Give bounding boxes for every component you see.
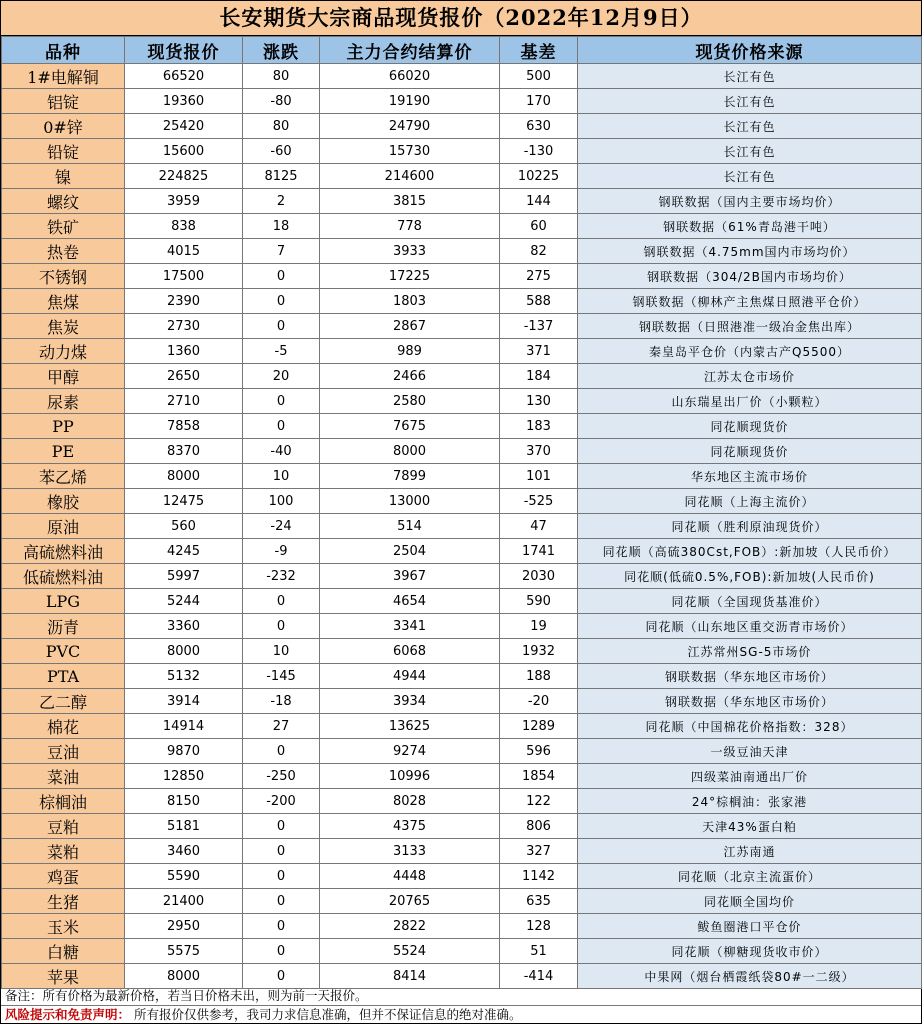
cell-basis: 1142 xyxy=(500,864,578,889)
cell-spot-price: 14914 xyxy=(125,714,243,739)
table-row xyxy=(2,689,922,714)
cell-change: 0 xyxy=(243,939,320,964)
cell-price-source: 中果网（烟台栖霞纸袋80#一二级） xyxy=(578,964,922,989)
cell-change: 0 xyxy=(243,589,320,614)
table-row xyxy=(2,239,922,264)
cell-spot-price: 5590 xyxy=(125,864,243,889)
cell-change: 0 xyxy=(243,814,320,839)
cell-basis: 82 xyxy=(500,239,578,264)
cell-settlement-price: 6068 xyxy=(320,639,500,664)
cell-change: -232 xyxy=(243,564,320,589)
cell-change: 0 xyxy=(243,889,320,914)
cell-price-source: 长江有色 xyxy=(578,164,922,189)
sheet-title: 长安期货大宗商品现货报价（2022年12月9日） xyxy=(1,1,921,36)
cell-spot-price: 17500 xyxy=(125,264,243,289)
cell-basis: 144 xyxy=(500,189,578,214)
cell-price-source: 四级菜油南通出厂价 xyxy=(578,764,922,789)
cell-price-source: 钢联数据（柳林产主焦煤日照港平仓价） xyxy=(578,289,922,314)
table-row xyxy=(2,539,922,564)
cell-price-source: 同花顺（上海主流价） xyxy=(578,489,922,514)
cell-price-source: 钢联数据（61%青岛港干吨） xyxy=(578,214,922,239)
cell-spot-price: 1360 xyxy=(125,339,243,364)
cell-commodity: 乙二醇 xyxy=(2,689,125,714)
cell-settlement-price: 4944 xyxy=(320,664,500,689)
cell-price-source: 同花顺（全国现货基准价） xyxy=(578,589,922,614)
cell-change: 80 xyxy=(243,64,320,89)
cell-spot-price: 4245 xyxy=(125,539,243,564)
price-table xyxy=(1,36,922,989)
cell-change: 0 xyxy=(243,414,320,439)
table-row xyxy=(2,139,922,164)
table-row xyxy=(2,739,922,764)
cell-commodity: 高硫燃料油 xyxy=(2,539,125,564)
cell-basis: 588 xyxy=(500,289,578,314)
cell-spot-price: 19360 xyxy=(125,89,243,114)
cell-spot-price: 8000 xyxy=(125,964,243,989)
cell-basis: 1932 xyxy=(500,639,578,664)
cell-commodity: 铅锭 xyxy=(2,139,125,164)
cell-commodity: 玉米 xyxy=(2,914,125,939)
cell-spot-price: 3959 xyxy=(125,189,243,214)
cell-change: -5 xyxy=(243,339,320,364)
cell-change: 7 xyxy=(243,239,320,264)
cell-spot-price: 8150 xyxy=(125,789,243,814)
cell-commodity: 低硫燃料油 xyxy=(2,564,125,589)
cell-spot-price: 2390 xyxy=(125,289,243,314)
cell-spot-price: 21400 xyxy=(125,889,243,914)
cell-basis: 635 xyxy=(500,889,578,914)
table-row xyxy=(2,714,922,739)
cell-spot-price: 2650 xyxy=(125,364,243,389)
cell-commodity: 豆油 xyxy=(2,739,125,764)
table-row xyxy=(2,814,922,839)
cell-spot-price: 15600 xyxy=(125,139,243,164)
cell-price-source: 同花顺（北京主流蛋价） xyxy=(578,864,922,889)
cell-change: 0 xyxy=(243,389,320,414)
cell-commodity: 镍 xyxy=(2,164,125,189)
table-row xyxy=(2,514,922,539)
cell-basis: -525 xyxy=(500,489,578,514)
cell-price-source: 钢联数据（华东地区市场价） xyxy=(578,689,922,714)
table-row xyxy=(2,264,922,289)
cell-commodity: 棕榈油 xyxy=(2,789,125,814)
table-row xyxy=(2,314,922,339)
cell-price-source: 长江有色 xyxy=(578,89,922,114)
cell-settlement-price: 15730 xyxy=(320,139,500,164)
cell-settlement-price: 8414 xyxy=(320,964,500,989)
cell-commodity: 苯乙烯 xyxy=(2,464,125,489)
cell-change: 100 xyxy=(243,489,320,514)
cell-spot-price: 12850 xyxy=(125,764,243,789)
cell-spot-price: 560 xyxy=(125,514,243,539)
cell-basis: 19 xyxy=(500,614,578,639)
table-row xyxy=(2,189,922,214)
cell-settlement-price: 2466 xyxy=(320,364,500,389)
cell-change: 0 xyxy=(243,864,320,889)
cell-commodity: 原油 xyxy=(2,514,125,539)
cell-change: 27 xyxy=(243,714,320,739)
cell-price-source: 同花顺现货价 xyxy=(578,414,922,439)
table-row xyxy=(2,789,922,814)
cell-settlement-price: 2504 xyxy=(320,539,500,564)
cell-spot-price: 5244 xyxy=(125,589,243,614)
table-row xyxy=(2,664,922,689)
cell-basis: 500 xyxy=(500,64,578,89)
cell-spot-price: 5997 xyxy=(125,564,243,589)
cell-settlement-price: 7899 xyxy=(320,464,500,489)
cell-basis: 130 xyxy=(500,389,578,414)
cell-price-source: 同花顺（胜利原油现货价） xyxy=(578,514,922,539)
cell-settlement-price: 8000 xyxy=(320,439,500,464)
table-row xyxy=(2,839,922,864)
table-row xyxy=(2,564,922,589)
cell-commodity: 0#锌 xyxy=(2,114,125,139)
cell-change: -250 xyxy=(243,764,320,789)
cell-basis: 188 xyxy=(500,664,578,689)
risk-text: 所有报价仅供参考，我司力求信息准确，但并不保证信息的绝对准确。 xyxy=(134,1007,522,1022)
cell-basis: 51 xyxy=(500,939,578,964)
table-row xyxy=(2,339,922,364)
cell-commodity: 菜粕 xyxy=(2,839,125,864)
cell-commodity: 热卷 xyxy=(2,239,125,264)
cell-price-source: 钢联数据（华东地区市场价） xyxy=(578,664,922,689)
cell-price-source: 同花顺现货价 xyxy=(578,439,922,464)
cell-settlement-price: 9274 xyxy=(320,739,500,764)
header-row xyxy=(2,37,922,64)
table-row xyxy=(2,164,922,189)
table-row xyxy=(2,89,922,114)
cell-price-source: 江苏常州SG-5市场价 xyxy=(578,639,922,664)
cell-change: 0 xyxy=(243,314,320,339)
cell-commodity: 棉花 xyxy=(2,714,125,739)
cell-change: 10 xyxy=(243,639,320,664)
cell-commodity: 白糖 xyxy=(2,939,125,964)
cell-change: 0 xyxy=(243,614,320,639)
cell-change: 0 xyxy=(243,914,320,939)
cell-settlement-price: 3815 xyxy=(320,189,500,214)
cell-spot-price: 3460 xyxy=(125,839,243,864)
cell-commodity: 1#电解铜 xyxy=(2,64,125,89)
cell-change: 0 xyxy=(243,839,320,864)
cell-spot-price: 8000 xyxy=(125,639,243,664)
remark-note: 备注：所有价格为最新价格，若当日价格未出，则为前一天报价。 xyxy=(1,987,921,1006)
cell-spot-price: 3360 xyxy=(125,614,243,639)
cell-basis: 10225 xyxy=(500,164,578,189)
cell-change: -200 xyxy=(243,789,320,814)
cell-commodity: PE xyxy=(2,439,125,464)
cell-spot-price: 12475 xyxy=(125,489,243,514)
cell-basis: 590 xyxy=(500,589,578,614)
cell-settlement-price: 3934 xyxy=(320,689,500,714)
table-row xyxy=(2,764,922,789)
cell-basis: 370 xyxy=(500,439,578,464)
cell-commodity: 铝锭 xyxy=(2,89,125,114)
cell-settlement-price: 778 xyxy=(320,214,500,239)
cell-settlement-price: 24790 xyxy=(320,114,500,139)
cell-basis: 60 xyxy=(500,214,578,239)
footer-notes xyxy=(1,987,921,1024)
header-spot-price: 现货报价 xyxy=(125,37,243,64)
cell-settlement-price: 4448 xyxy=(320,864,500,889)
cell-settlement-price: 7675 xyxy=(320,414,500,439)
cell-change: 10 xyxy=(243,464,320,489)
table-row xyxy=(2,964,922,989)
cell-commodity: 沥青 xyxy=(2,614,125,639)
table-row xyxy=(2,214,922,239)
cell-basis: -137 xyxy=(500,314,578,339)
cell-basis: -414 xyxy=(500,964,578,989)
cell-spot-price: 5181 xyxy=(125,814,243,839)
cell-settlement-price: 4654 xyxy=(320,589,500,614)
cell-settlement-price: 2822 xyxy=(320,914,500,939)
cell-change: -18 xyxy=(243,689,320,714)
header-price-source: 现货价格来源 xyxy=(578,37,922,64)
cell-commodity: 不锈钢 xyxy=(2,264,125,289)
cell-price-source: 长江有色 xyxy=(578,114,922,139)
cell-spot-price: 838 xyxy=(125,214,243,239)
table-row xyxy=(2,914,922,939)
cell-settlement-price: 3933 xyxy=(320,239,500,264)
cell-settlement-price: 8028 xyxy=(320,789,500,814)
cell-change: -60 xyxy=(243,139,320,164)
cell-basis: 630 xyxy=(500,114,578,139)
header-settlement-price: 主力合约结算价 xyxy=(320,37,500,64)
cell-basis: 596 xyxy=(500,739,578,764)
cell-basis: 183 xyxy=(500,414,578,439)
cell-spot-price: 2730 xyxy=(125,314,243,339)
cell-settlement-price: 2580 xyxy=(320,389,500,414)
cell-price-source: 钢联数据（日照港准一级冶金焦出库） xyxy=(578,314,922,339)
cell-price-source: 华东地区主流市场价 xyxy=(578,464,922,489)
cell-commodity: 鸡蛋 xyxy=(2,864,125,889)
cell-change: 18 xyxy=(243,214,320,239)
cell-change: 0 xyxy=(243,289,320,314)
cell-change: -145 xyxy=(243,664,320,689)
table-row xyxy=(2,639,922,664)
cell-price-source: 钢联数据（4.75mm国内市场均价） xyxy=(578,239,922,264)
cell-settlement-price: 1803 xyxy=(320,289,500,314)
risk-label: 风险提示和免责声明： xyxy=(5,1007,131,1022)
cell-commodity: PTA xyxy=(2,664,125,689)
cell-settlement-price: 989 xyxy=(320,339,500,364)
table-row xyxy=(2,939,922,964)
cell-spot-price: 3914 xyxy=(125,689,243,714)
cell-basis: -20 xyxy=(500,689,578,714)
cell-change: 0 xyxy=(243,739,320,764)
cell-price-source: 同花顺(低硫0.5%,FOB):新加坡(人民币价) xyxy=(578,564,922,589)
cell-spot-price: 5575 xyxy=(125,939,243,964)
cell-basis: 1289 xyxy=(500,714,578,739)
cell-change: 8125 xyxy=(243,164,320,189)
cell-basis: 128 xyxy=(500,914,578,939)
cell-commodity: 焦炭 xyxy=(2,314,125,339)
cell-price-source: 24°棕榈油：张家港 xyxy=(578,789,922,814)
cell-commodity: 动力煤 xyxy=(2,339,125,364)
cell-settlement-price: 3967 xyxy=(320,564,500,589)
cell-price-source: 天津43%蛋白粕 xyxy=(578,814,922,839)
cell-spot-price: 66520 xyxy=(125,64,243,89)
table-row xyxy=(2,589,922,614)
table-row xyxy=(2,414,922,439)
cell-price-source: 长江有色 xyxy=(578,139,922,164)
cell-basis: 122 xyxy=(500,789,578,814)
table-row xyxy=(2,64,922,89)
cell-price-source: 鲅鱼圈港口平仓价 xyxy=(578,914,922,939)
cell-spot-price: 224825 xyxy=(125,164,243,189)
cell-commodity: 焦煤 xyxy=(2,289,125,314)
cell-spot-price: 5132 xyxy=(125,664,243,689)
cell-change: -40 xyxy=(243,439,320,464)
cell-spot-price: 7858 xyxy=(125,414,243,439)
cell-commodity: 生猪 xyxy=(2,889,125,914)
cell-price-source: 山东瑞星出厂价（小颗粒） xyxy=(578,389,922,414)
cell-price-source: 长江有色 xyxy=(578,64,922,89)
cell-spot-price: 2710 xyxy=(125,389,243,414)
cell-settlement-price: 17225 xyxy=(320,264,500,289)
cell-spot-price: 8370 xyxy=(125,439,243,464)
cell-change: 0 xyxy=(243,264,320,289)
cell-commodity: 螺纹 xyxy=(2,189,125,214)
cell-basis: -130 xyxy=(500,139,578,164)
cell-commodity: PVC xyxy=(2,639,125,664)
header-commodity: 品种 xyxy=(2,37,125,64)
cell-spot-price: 8000 xyxy=(125,464,243,489)
cell-price-source: 同花顺（山东地区重交沥青市场价） xyxy=(578,614,922,639)
cell-settlement-price: 20765 xyxy=(320,889,500,914)
cell-price-source: 钢联数据（304/2B国内市场均价） xyxy=(578,264,922,289)
cell-basis: 327 xyxy=(500,839,578,864)
cell-commodity: 豆粕 xyxy=(2,814,125,839)
cell-settlement-price: 214600 xyxy=(320,164,500,189)
cell-price-source: 同花顺（中国棉花价格指数：328） xyxy=(578,714,922,739)
cell-commodity: PP xyxy=(2,414,125,439)
cell-settlement-price: 5524 xyxy=(320,939,500,964)
cell-settlement-price: 13625 xyxy=(320,714,500,739)
cell-price-source: 同花顺（柳糖现货收市价） xyxy=(578,939,922,964)
cell-change: 80 xyxy=(243,114,320,139)
cell-spot-price: 2950 xyxy=(125,914,243,939)
cell-settlement-price: 66020 xyxy=(320,64,500,89)
cell-basis: 184 xyxy=(500,364,578,389)
cell-commodity: 橡胶 xyxy=(2,489,125,514)
table-row xyxy=(2,289,922,314)
table-row xyxy=(2,364,922,389)
cell-settlement-price: 3133 xyxy=(320,839,500,864)
cell-price-source: 同花顺（高硫380Cst,FOB）:新加坡（人民币价） xyxy=(578,539,922,564)
table-row xyxy=(2,439,922,464)
cell-commodity: LPG xyxy=(2,589,125,614)
cell-change: -80 xyxy=(243,89,320,114)
cell-basis: 170 xyxy=(500,89,578,114)
cell-price-source: 同花顺全国均价 xyxy=(578,889,922,914)
cell-commodity: 菜油 xyxy=(2,764,125,789)
cell-price-source: 江苏南通 xyxy=(578,839,922,864)
cell-basis: 1741 xyxy=(500,539,578,564)
table-row xyxy=(2,614,922,639)
table-row xyxy=(2,464,922,489)
cell-commodity: 苹果 xyxy=(2,964,125,989)
cell-spot-price: 9870 xyxy=(125,739,243,764)
cell-price-source: 江苏太仓市场价 xyxy=(578,364,922,389)
disclaimer-note xyxy=(1,1006,921,1024)
cell-commodity: 铁矿 xyxy=(2,214,125,239)
cell-basis: 1854 xyxy=(500,764,578,789)
cell-settlement-price: 19190 xyxy=(320,89,500,114)
cell-change: 20 xyxy=(243,364,320,389)
header-basis: 基差 xyxy=(500,37,578,64)
cell-basis: 47 xyxy=(500,514,578,539)
cell-change: 0 xyxy=(243,964,320,989)
cell-change: -9 xyxy=(243,539,320,564)
cell-settlement-price: 13000 xyxy=(320,489,500,514)
cell-basis: 2030 xyxy=(500,564,578,589)
cell-price-source: 秦皇岛平仓价（内蒙古产Q5500） xyxy=(578,339,922,364)
cell-change: -24 xyxy=(243,514,320,539)
cell-settlement-price: 2867 xyxy=(320,314,500,339)
cell-change: 2 xyxy=(243,189,320,214)
cell-commodity: 甲醇 xyxy=(2,364,125,389)
cell-basis: 371 xyxy=(500,339,578,364)
cell-spot-price: 4015 xyxy=(125,239,243,264)
header-change: 涨跌 xyxy=(243,37,320,64)
cell-settlement-price: 4375 xyxy=(320,814,500,839)
cell-settlement-price: 3341 xyxy=(320,614,500,639)
table-row xyxy=(2,114,922,139)
cell-commodity: 尿素 xyxy=(2,389,125,414)
cell-basis: 275 xyxy=(500,264,578,289)
table-row xyxy=(2,489,922,514)
cell-spot-price: 25420 xyxy=(125,114,243,139)
cell-price-source: 钢联数据（国内主要市场均价） xyxy=(578,189,922,214)
table-row xyxy=(2,389,922,414)
cell-basis: 806 xyxy=(500,814,578,839)
table-row xyxy=(2,889,922,914)
cell-basis: 101 xyxy=(500,464,578,489)
table-row xyxy=(2,864,922,889)
cell-settlement-price: 514 xyxy=(320,514,500,539)
cell-price-source: 一级豆油天津 xyxy=(578,739,922,764)
cell-settlement-price: 10996 xyxy=(320,764,500,789)
